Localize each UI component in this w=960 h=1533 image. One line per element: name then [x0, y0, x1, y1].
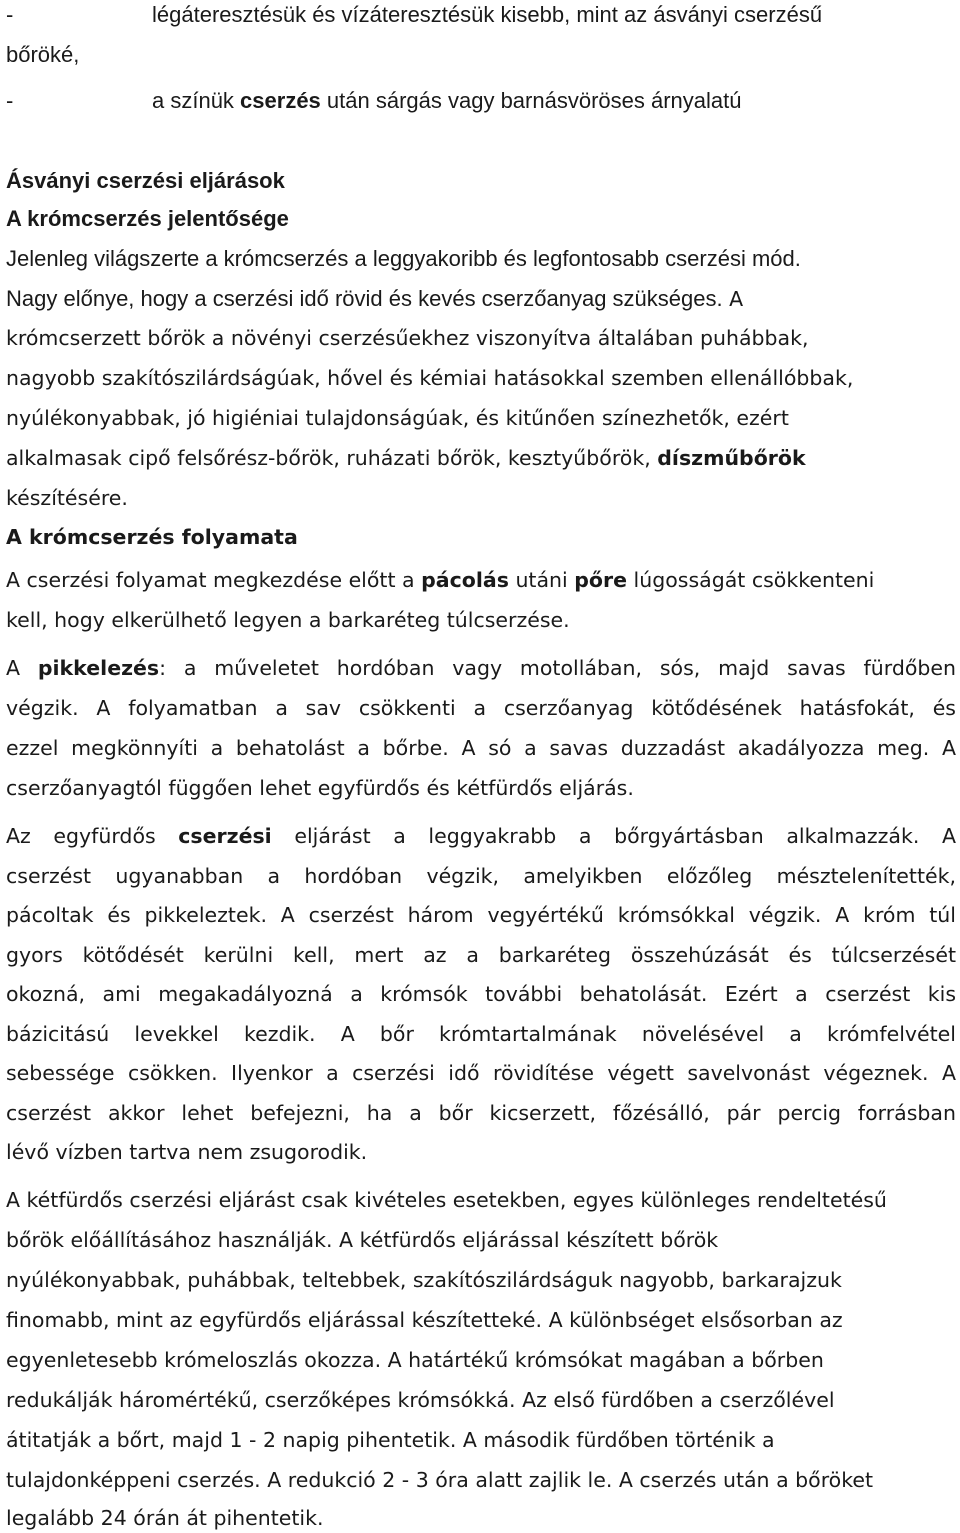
paragraph-line: Nagy előnye, hogy a cserzési idő rövid és kevés cserzőanyag szükséges. A — [6, 286, 744, 311]
paragraph-line: krómcserzett bőrök a növényi cserzésűekhez viszonyítva általában puhábbak, — [6, 326, 809, 350]
paragraph-line: gyors kötődését kerülni kell, mert az a barkaréteg összehúzását és túlcserzését — [6, 943, 956, 967]
paragraph-line: sebessége csökken. Ilyenkor a cserzési idő rövidítése végett savelvonást végeznek. A — [6, 1061, 956, 1085]
paragraph-line: cserzést ugyanabban a hordóban végzik, amelyikben előzőleg mésztelenítették, — [6, 864, 956, 888]
paragraph-line: ezzel megkönnyíti a behatolást a bőrbe. A só a savas duzzadást akadályozza meg. A — [6, 736, 956, 760]
bullet-text: a színük cserzés után sárgás vagy barnásvöröses árnyalatú — [152, 88, 742, 113]
paragraph-line: cserzőanyagtól függően lehet egyfürdős és kétfürdős eljárás. — [6, 776, 634, 800]
paragraph-line: tulajdonképpeni cserzés. A redukció 2 - 3 óra alatt zajlik le. A cserzés után a bőröket — [6, 1468, 874, 1492]
bullet-text: légáteresztésük és vízáteresztésük kisebb, mint az ásványi cserzésű — [152, 2, 823, 27]
paragraph-line: bázicitású levekkel kezdik. A bőr krómtartalmának növelésével a krómfelvétel — [6, 1022, 956, 1046]
paragraph-line: A pikkelezés: a műveletet hordóban vagy motollában, sós, majd savas fürdőben — [6, 656, 956, 680]
bullet-continuation: bőröké, — [6, 42, 80, 67]
bullet-dash: - — [6, 88, 14, 113]
paragraph-line: A kétfürdős cserzési eljárást csak kivételes esetekben, egyes különleges rendeltetésű — [6, 1188, 887, 1212]
bullet-item — [6, 88, 13, 114]
paragraph-line: végzik. A folyamatban a sav csökkenti a cserzőanyag kötődésének hatásfokát, és — [6, 696, 956, 720]
paragraph-line: készítésére. — [6, 486, 128, 510]
paragraph-line: átitatják a bőrt, majd 1 - 2 napig pihentetik. A második fürdőben történik a — [6, 1428, 775, 1452]
section-heading: Ásványi cserzési eljárások — [6, 168, 285, 193]
paragraph-line: okozná, ami megakadályozná a krómsók további behatolását. Ezért a cserzést kis — [6, 982, 956, 1006]
paragraph-line: cserzést akkor lehet befejezni, ha a bőr kicserzett, főzésálló, pár percig forrásban — [6, 1101, 956, 1125]
paragraph-line: nyúlékonyabbak, puhábbak, teltebbek, szakítószilárdságuk nagyobb, barkarajzuk — [6, 1268, 842, 1292]
bullet-dash: - — [6, 2, 14, 27]
paragraph-line: finomabb, mint az egyfürdős eljárással készítetteké. A különbséget elsősorban az — [6, 1308, 843, 1332]
subsection-heading: A krómcserzés jelentősége — [6, 206, 289, 231]
paragraph-line: nagyobb szakítószilárdságúak, hővel és kémiai hatásokkal szemben ellenállóbbak, — [6, 366, 854, 390]
subsection-heading: A krómcserzés folyamata — [6, 525, 298, 549]
paragraph-line: pácoltak és pikkeleztek. A cserzést három vegyértékű krómsókkal végzik. A króm túl — [6, 903, 956, 927]
paragraph-line: kell, hogy elkerülhető legyen a barkaréteg túlcserzése. — [6, 608, 570, 632]
paragraph-line: nyúlékonyabbak, jó higiéniai tulajdonságúak, és kitűnően színezhetők, ezért — [6, 406, 789, 430]
paragraph-line: legalább 24 órán át pihentetik. — [6, 1506, 324, 1530]
paragraph-line: Az egyfürdős cserzési eljárást a leggyakrabb a bőrgyártásban alkalmazzák. A — [6, 824, 956, 848]
paragraph-line: egyenletesebb krómeloszlás okozza. A határtékű krómsókat magában a bőrben — [6, 1348, 824, 1372]
bullet-item — [6, 2, 13, 28]
paragraph-line: alkalmasak cipő felsőrész-bőrök, ruházati bőrök, kesztyűbőrök, díszműbőrök — [6, 446, 806, 470]
paragraph-line: lévő vízben tartva nem zsugorodik. — [6, 1140, 368, 1164]
paragraph-line: bőrök előállításához használják. A kétfürdős eljárással készített bőrök — [6, 1228, 719, 1252]
paragraph-line: A cserzési folyamat megkezdése előtt a pácolás utáni pőre lúgosságát csökkenteni — [6, 568, 875, 592]
paragraph-line: redukálják háromértékű, cserzőképes krómsókká. Az első fürdőben a cserzőlével — [6, 1388, 835, 1412]
paragraph-line: Jelenleg világszerte a krómcserzés a leggyakoribb és legfontosabb cserzési mód. — [6, 246, 801, 271]
